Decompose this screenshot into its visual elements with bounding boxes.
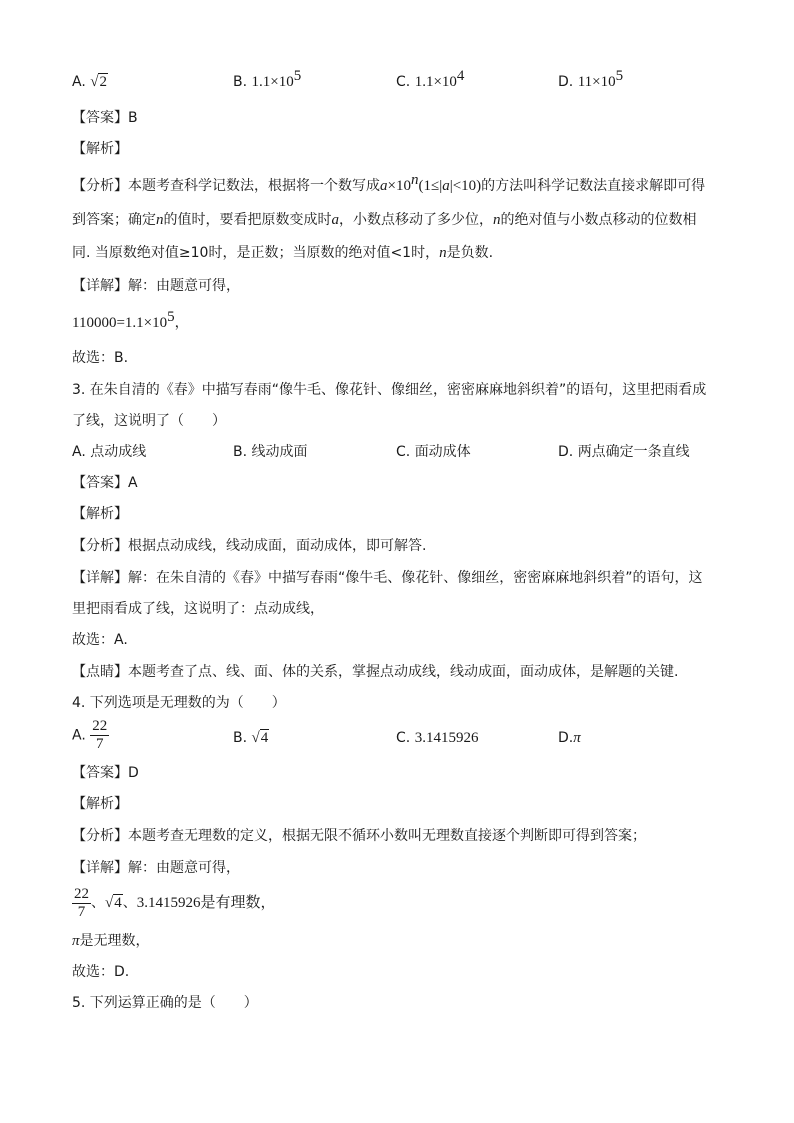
q3-choose: 故选：A. — [72, 632, 128, 648]
q2-answer: 【答案】B — [72, 110, 138, 126]
sqrt-symbol: √4 — [251, 730, 269, 746]
q3-detail-line-1: 【详解】解：在朱自清的《春》中描写春雨“像牛毛、像花针、像细丝，密密麻麻地斜织着”的语句，这 — [72, 570, 703, 586]
q4-rational-line: $\frac{22}{7}$ 、√4、3.1415926是有理数， — [74, 885, 276, 920]
q3-option-d: D. 两点确定一条直线 — [558, 444, 690, 460]
q3-dianjing: 【点睛】本题考查了点、线、面、体的关系，掌握点动成线，线动成面，面动成体，是解题的关键. — [72, 664, 679, 680]
q3-detail-line-2: 里把雨看成了线，这说明了：点动成线， — [72, 601, 324, 617]
q4-option-a: A. $\frac{22}{7}$ — [72, 718, 108, 752]
q3-stem-line-2: 了线，这说明了（ ） — [72, 413, 226, 429]
q4-analysis-label: 【解析】 — [72, 796, 128, 812]
q4-irrational-line: π是无理数， — [72, 933, 150, 949]
q5-stem: 5. 下列运算正确的是（ ） — [72, 995, 258, 1011]
q2-fenxi-line-3: 同. 当原数绝对值≥10时，是正数；当原数的绝对值<1时，n是负数. — [72, 245, 494, 261]
fraction: $\frac{22}{7}$ — [74, 885, 89, 920]
q4-fenxi: 【分析】本题考查无理数的定义，根据无限不循环小数叫无理数直接逐个判断即可得到答案； — [72, 828, 646, 844]
q2-option-c: C. $1.1\times 10^4$ — [396, 68, 465, 90]
q4-answer: 【答案】D — [72, 765, 139, 781]
q3-option-a: A. 点动成线 — [72, 444, 147, 460]
q3-option-b: B. 线动成面 — [233, 444, 308, 460]
q3-option-c: C. 面动成体 — [396, 444, 471, 460]
sqrt-symbol: √2 — [90, 74, 107, 90]
q4-detail: 【详解】解：由题意可得， — [72, 860, 240, 876]
sqrt-symbol: √4 — [105, 895, 122, 911]
fraction: $\frac{22}{7}$ — [92, 718, 108, 752]
q4-option-b: B. √4 — [233, 730, 269, 746]
q4-choose: 故选：D. — [72, 964, 130, 980]
q2-choose: 故选：B. — [72, 350, 129, 366]
q2-fenxi-line-1: 【分析】本题考查科学记数法，根据将一个数写成$a\times 10^n(1\le|a|<10)$的方法叫科学记数法直接求解即可得 — [72, 172, 706, 194]
q4-option-c: C. 3.1415926 — [396, 730, 479, 746]
q3-answer: 【答案】A — [72, 475, 138, 491]
q2-option-a: A. √2 — [72, 74, 107, 90]
q2-detail: 【详解】解：由题意可得， — [72, 278, 240, 294]
q3-analysis-label: 【解析】 — [72, 506, 128, 522]
q3-stem-line-1: 3. 在朱自清的《春》中描写春雨“像牛毛、像花针、像细丝，密密麻麻地斜织着”的语句，这里把雨看成 — [72, 382, 707, 398]
q2-option-d: D. $11\times 10^5$ — [558, 68, 624, 90]
q2-calculation: $110000=1.1\times 10^5$， — [72, 309, 189, 331]
q2-analysis-label: 【解析】 — [72, 141, 128, 157]
q4-option-d: D.π — [558, 730, 581, 746]
q2-option-b: B. $1.1\times 10^5$ — [233, 68, 302, 90]
q3-fenxi: 【分析】根据点动成线，线动成面，面动成体，即可解答. — [72, 538, 427, 554]
q2-fenxi-line-2: 到答案；确定n的值时，要看把原数变成时a，小数点移动了多少位，n的绝对值与小数点移动的位数相 — [72, 212, 697, 228]
q4-stem: 4. 下列选项是无理数的为（ ） — [72, 695, 286, 711]
